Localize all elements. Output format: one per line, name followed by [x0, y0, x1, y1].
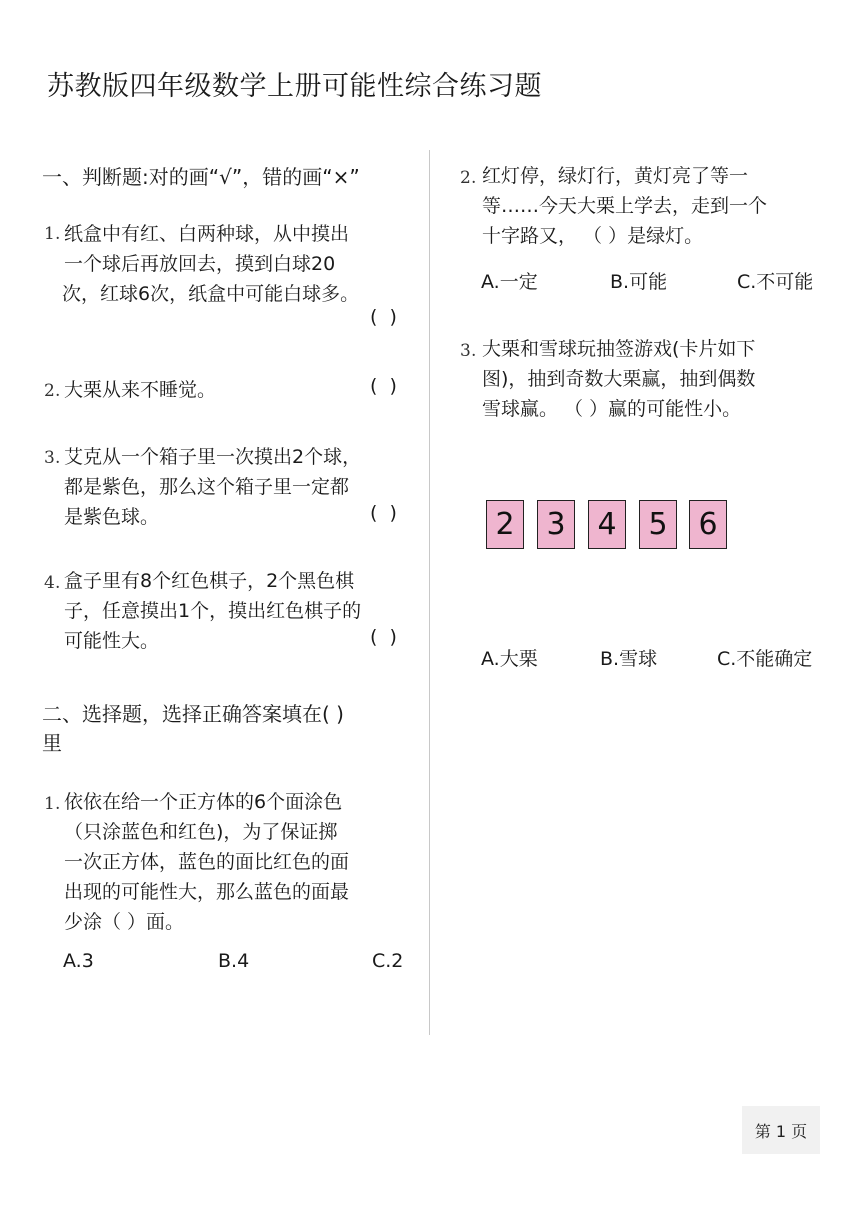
question-text [64, 787, 349, 937]
option-a[interactable]: A.3 [63, 950, 94, 972]
answer-blank[interactable]: ( ) [370, 375, 397, 397]
question-line: 出现的可能性大，那么蓝色的面最 [64, 881, 350, 903]
section2-heading-line: 二、选择题，选择正确答案填在( ) [42, 702, 344, 726]
number-card: 3 [537, 500, 575, 549]
answer-blank[interactable]: ( ) [370, 626, 397, 648]
question-number: 1 [44, 794, 55, 814]
question-number: 2 [460, 168, 471, 188]
question-line: 少涂（ ）面。 [64, 911, 185, 933]
question-text [64, 442, 361, 532]
document-title: 苏教版四年级数学上册可能性综合练习题 [47, 71, 542, 102]
question-number-dot: . [55, 794, 61, 814]
question-text: 大栗从来不睡觉。 [64, 379, 217, 401]
section2-heading [42, 700, 344, 758]
question-number-dot: . [471, 168, 477, 188]
question-line: 依依在给一个正方体的6个面涂色 [64, 791, 343, 813]
question-line: 一次正方体，蓝色的面比红色的面 [64, 851, 350, 873]
question-line: 是紫色球。 [64, 506, 160, 528]
question-line: 都是紫色，那么这个箱子里一定都 [64, 476, 350, 498]
question-line: 等……今天大栗上学去，走到一个 [482, 195, 768, 217]
question-line: 雪球赢。 （ ）赢的可能性小。 [482, 398, 742, 420]
question-line: 子，任意摸出1个，摸出红色棋子的 [64, 600, 362, 622]
question-line: 可能性大。 [64, 630, 160, 652]
section1-heading: 一、判断题:对的画“√”，错的画“×” [42, 165, 360, 189]
question-line: 十字路又， （ ）是绿灯。 [482, 225, 704, 247]
question-number: 3 [44, 448, 55, 468]
question-number-dot: . [55, 573, 61, 593]
question-number: 4 [44, 573, 55, 593]
option-b[interactable]: B.可能 [610, 271, 668, 293]
section2-heading-line: 里 [42, 731, 62, 755]
question-number-dot: . [55, 381, 61, 401]
column-divider [429, 150, 430, 1035]
question-line: 一个球后再放回去，摸到白球20 [64, 253, 336, 275]
question-number-dot: . [55, 224, 61, 244]
question-line: 图)，抽到奇数大栗赢，抽到偶数 [482, 368, 756, 390]
question-number-dot: . [471, 341, 477, 361]
number-card: 6 [689, 500, 727, 549]
option-c[interactable]: C.不能确定 [717, 648, 813, 670]
question-text [482, 334, 755, 424]
answer-blank[interactable]: ( ) [370, 502, 397, 524]
question-line: 盒子里有8个红色棋子，2个黑色棋 [64, 570, 355, 592]
question-line: 大栗和雪球玩抽签游戏(卡片如下 [482, 338, 756, 360]
answer-blank[interactable]: ( ) [370, 306, 397, 328]
question-line: 艾克从一个箱子里一次摸出2个球， [64, 446, 362, 468]
question-text [482, 161, 767, 251]
question-number: 3 [460, 341, 471, 361]
question-line: 次，红球6次，纸盒中可能白球多。 [62, 283, 360, 305]
option-a[interactable]: A.一定 [481, 271, 538, 293]
question-line: 纸盒中有红、白两种球，从中摸出 [64, 223, 350, 245]
option-b[interactable]: B.4 [218, 950, 250, 972]
option-a[interactable]: A.大栗 [481, 648, 538, 670]
number-card: 2 [486, 500, 524, 549]
option-b[interactable]: B.雪球 [600, 648, 658, 670]
question-text [64, 566, 361, 656]
question-number: 2 [44, 381, 55, 401]
question-number-dot: . [55, 448, 61, 468]
page-number: 第 1 页 [742, 1106, 820, 1154]
option-c[interactable]: C.2 [372, 950, 404, 972]
option-c[interactable]: C.不可能 [737, 271, 814, 293]
question-line: （只涂蓝色和红色)，为了保证掷 [64, 821, 338, 843]
number-card: 4 [588, 500, 626, 549]
question-text [64, 219, 359, 309]
question-line: 红灯停，绿灯行，黄灯亮了等一 [482, 165, 749, 187]
question-number: 1 [44, 224, 55, 244]
number-card: 5 [639, 500, 677, 549]
